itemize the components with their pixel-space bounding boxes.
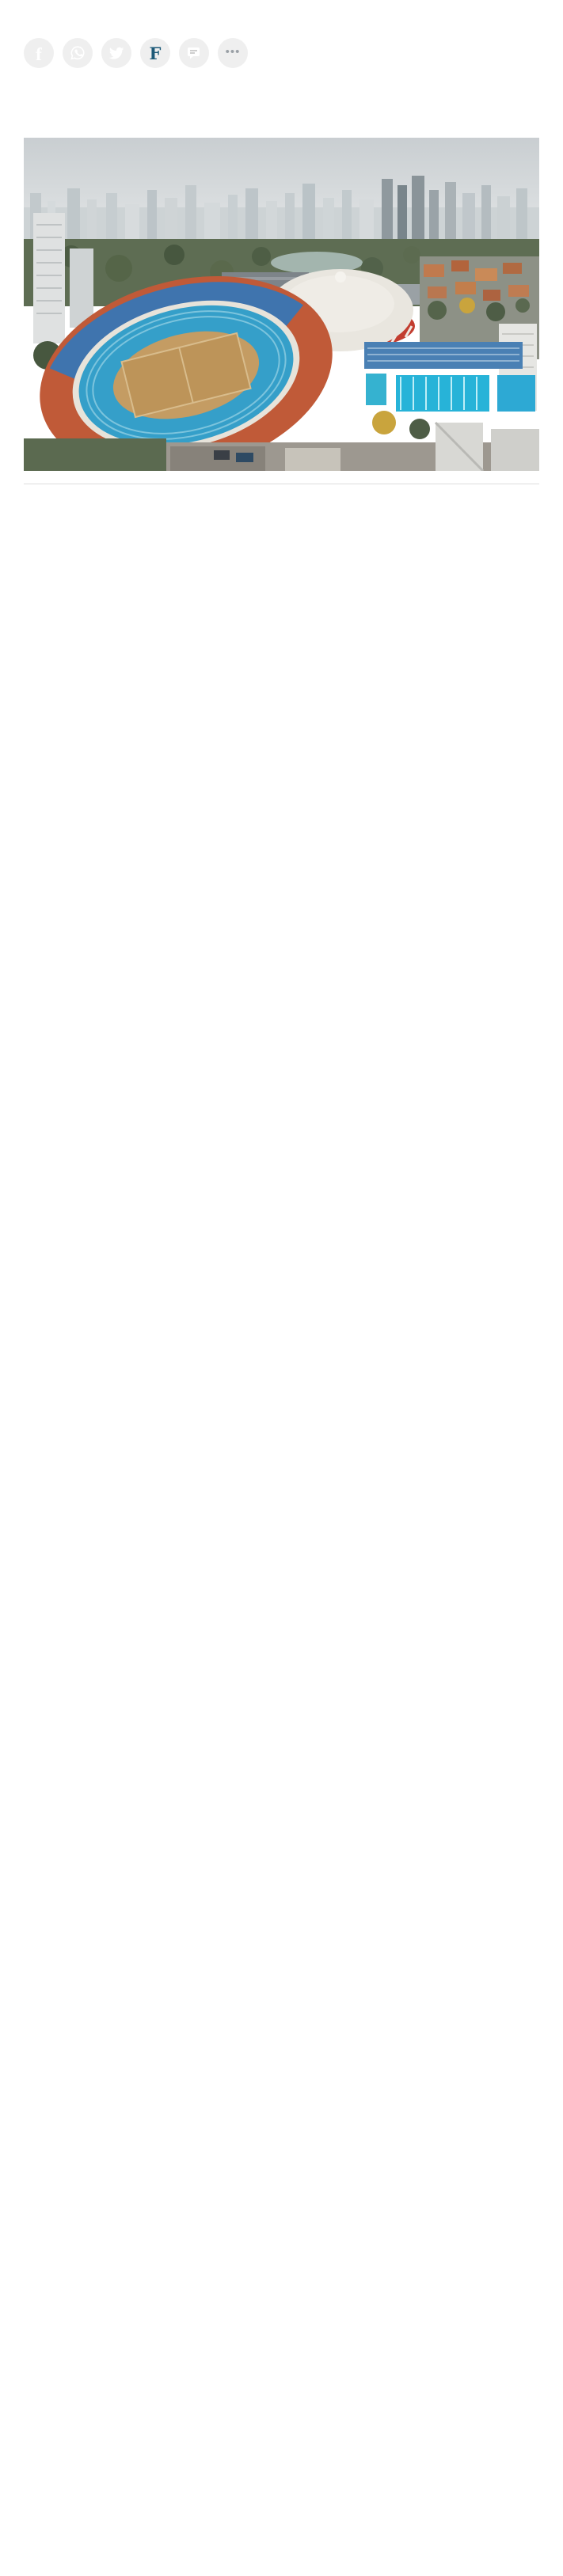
whatsapp-icon [69,44,86,62]
folha-share-button[interactable] [140,38,170,68]
more-share-button[interactable] [218,38,248,68]
comments-icon [187,47,200,59]
twitter-icon [108,44,125,62]
folha-f-icon: F [149,43,162,63]
twitter-share-button[interactable] [101,38,131,68]
comments-button[interactable] [179,38,209,68]
facebook-share-button[interactable] [24,38,54,68]
article-page [0,0,563,544]
aerial-photo-illustration [24,138,539,471]
article-photo [24,138,539,471]
share-toolbar [24,38,539,68]
whatsapp-share-button[interactable] [63,38,93,68]
facebook-icon: f [36,44,42,64]
more-options-icon: ••• [225,44,241,59]
article-body [24,138,539,484]
